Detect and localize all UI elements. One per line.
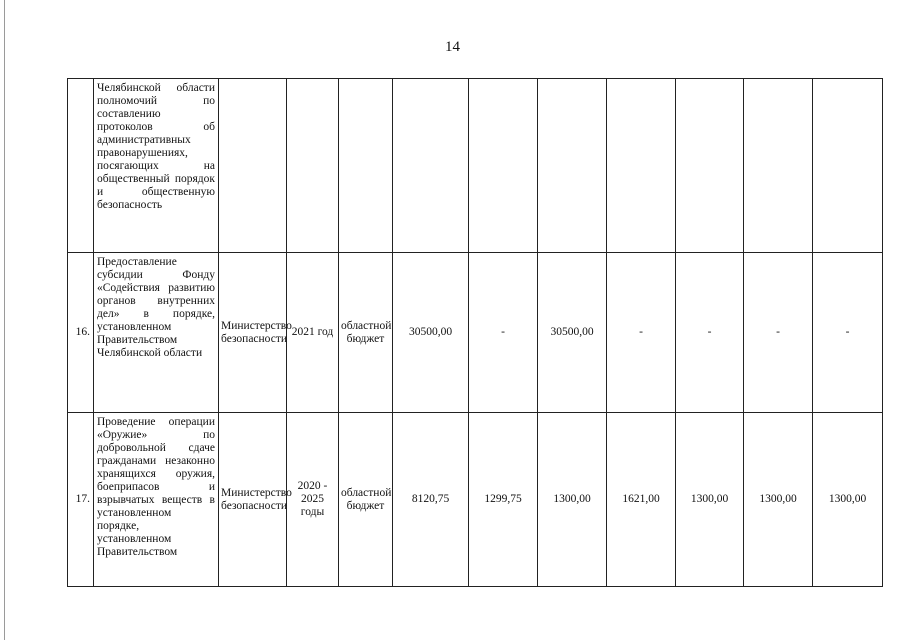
period-cell: 2020 - 2025 годы <box>287 413 339 587</box>
measure-name: Челябинской области полномочий по составлению протоколов об административных правонарушениях, посягающих на общественный порядок и общественную безопасность <box>94 79 219 253</box>
source-cell <box>339 79 393 253</box>
executor-cell: Министерство безопасности <box>219 253 287 413</box>
year-value: 1300,00 <box>744 413 813 587</box>
year-value: - <box>813 253 883 413</box>
year-value <box>813 79 883 253</box>
source-cell: областной бюджет <box>339 253 393 413</box>
period-cell: 2021 год <box>287 253 339 413</box>
year-value: 30500,00 <box>538 253 607 413</box>
measure-name: Предоставление субсидии Фонду «Содействия развитию органов внутренних дел» в порядке, установленном Правительством Челябинской области <box>94 253 219 413</box>
year-value <box>744 79 813 253</box>
scan-edge-line <box>4 0 5 640</box>
year-value: - <box>469 253 538 413</box>
total-value: 8120,75 <box>393 413 469 587</box>
year-value: 1621,00 <box>607 413 676 587</box>
year-value <box>538 79 607 253</box>
year-value <box>607 79 676 253</box>
year-value: 1299,75 <box>469 413 538 587</box>
year-value: 1300,00 <box>813 413 883 587</box>
row-number <box>68 79 94 253</box>
page-number: 14 <box>445 39 460 55</box>
year-value: 1300,00 <box>538 413 607 587</box>
year-value: - <box>744 253 813 413</box>
total-value <box>393 79 469 253</box>
total-value: 30500,00 <box>393 253 469 413</box>
table-row <box>68 253 883 413</box>
year-value: - <box>607 253 676 413</box>
table-row <box>68 79 883 253</box>
year-value: - <box>676 253 744 413</box>
row-number: 17. <box>68 413 94 587</box>
year-value <box>676 79 744 253</box>
year-value <box>469 79 538 253</box>
table-row <box>68 413 883 587</box>
measure-name: Проведение операции «Оружие» по добровольной сдаче гражданами незаконно хранящихся оружия, боеприпасов и взрывчатых веществ в установленном порядке, установленном Правительством <box>94 413 219 587</box>
period-cell <box>287 79 339 253</box>
executor-cell: Министерство безопасности <box>219 413 287 587</box>
year-value: 1300,00 <box>676 413 744 587</box>
budget-table <box>67 78 883 587</box>
row-number: 16. <box>68 253 94 413</box>
source-cell: областной бюджет <box>339 413 393 587</box>
executor-cell <box>219 79 287 253</box>
